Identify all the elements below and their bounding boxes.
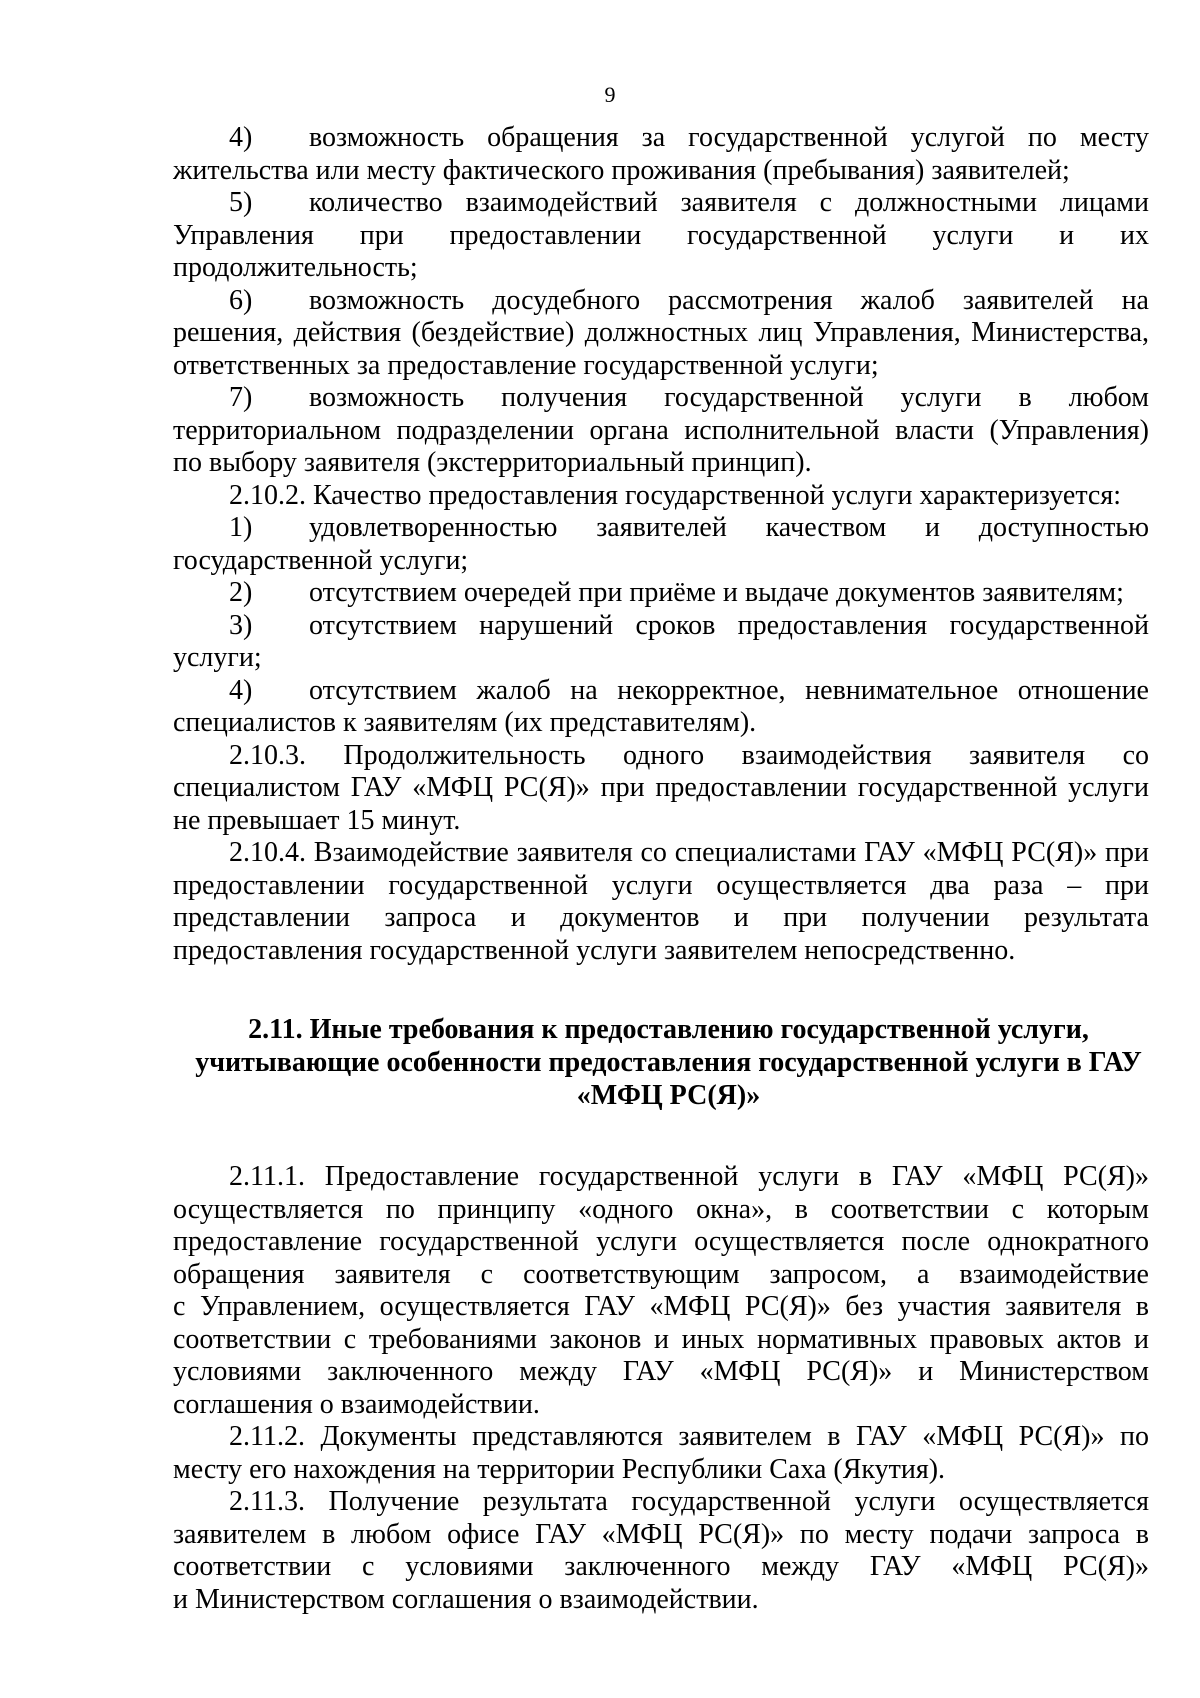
text-line: 7) возможность получения государственной услуги в любом [229, 382, 1149, 413]
list-item [173, 382, 1149, 480]
section-heading [173, 1014, 1149, 1113]
text-line: представлении запроса и документов и при получении результата [173, 902, 1149, 933]
list-item [173, 577, 1149, 610]
paragraph-2-11-3 [173, 1486, 1149, 1616]
page-number: 9 [604, 82, 616, 107]
text-line: заявителем в любом офисе ГАУ «МФЦ РС(Я)» по месту подачи запроса в [173, 1518, 1149, 1550]
text-line: условиями заключенного между ГАУ «МФЦ РС(Я)» и Министерством [173, 1356, 1149, 1387]
text-line: Управления при предоставлении государственной услуги и их [173, 219, 1149, 251]
text-line: соглашения о взаимодействии. [173, 1388, 540, 1420]
text-line: 1) удовлетворенностью заявителей качеством и доступностью [229, 512, 1149, 543]
list-item [173, 610, 1149, 675]
text-line: ответственных за предоставление государственной услуги; [173, 349, 879, 381]
text-line: 2.11.2. Документы представляются заявителем в ГАУ «МФЦ РС(Я)» по [229, 1421, 1149, 1452]
list-item [173, 187, 1149, 285]
text-line: 5) количество взаимодействий заявителя с должностными лицами [229, 187, 1149, 218]
list-item [173, 512, 1149, 577]
text-line: предоставления государственной услуги заявителем непосредственно. [173, 934, 1016, 966]
paragraph-2-10-2: 2.10.2. Качество предоставления государственной услуги характеризуется: [229, 479, 1122, 511]
text-line: 6) возможность досудебного рассмотрения жалоб заявителей на [229, 284, 1149, 316]
text-line: 2.10.3. Продолжительность одного взаимодействия заявителя со [229, 739, 1149, 771]
heading-line: 2.11. Иные требования к предоставлению государственной услуги, [248, 1014, 1089, 1045]
spacer [173, 1113, 1149, 1161]
heading-line: «МФЦ РС(Я)» [576, 1080, 761, 1111]
text-line: территориальном подразделении органа исполнительной власти (Управления) [173, 414, 1149, 446]
text-line: решения, действия (бездействие) должностных лиц Управления, Министерства, [173, 317, 1149, 348]
text-line: продолжительность; [173, 252, 418, 283]
heading-line: учитывающие особенности предоставления государственной услуги в ГАУ [195, 1047, 1142, 1078]
text-line: 3) отсутствием нарушений сроков предоставления государственной [229, 609, 1149, 641]
text-line: 4) возможность обращения за государственной услугой по месту [229, 122, 1149, 153]
text-line: и Министерством соглашения о взаимодействии. [173, 1583, 759, 1615]
text-line: соответствии с требованиями законов и иных нормативных правовых актов и [173, 1323, 1149, 1355]
text-line: предоставлении государственной услуги осуществляется два раза – при [173, 869, 1149, 901]
list-item [173, 675, 1149, 740]
text-line: соответствии с условиями заключенного между ГАУ «МФЦ РС(Я)» [173, 1551, 1149, 1582]
text-line: 2.10.4. Взаимодействие заявителя со специалистами ГАУ «МФЦ РС(Я)» при [229, 837, 1149, 868]
text-line: 2) отсутствием очередей при приёме и выдаче документов заявителям; [229, 577, 1124, 608]
text-line: обращения заявителя с соответствующим запросом, а взаимодействие [173, 1258, 1149, 1290]
text-line: 2.11.3. Получение результата государственной услуги осуществляется [229, 1486, 1149, 1517]
paragraph-2-11-1 [173, 1161, 1149, 1421]
paragraph-2-10-4 [173, 837, 1149, 967]
text-line: 4) отсутствием жалоб на некорректное, невнимательное отношение [229, 674, 1149, 706]
text-line: месту его нахождения на территории Республики Саха (Якутия). [173, 1453, 946, 1485]
text-line: осуществляется по принципу «одного окна», в соответствии с которым [173, 1193, 1149, 1225]
text-line: специалистов к заявителям (их представителям). [173, 707, 757, 738]
text-line: жительства или месту фактического проживания (пребывания) заявителей; [173, 154, 1070, 186]
paragraph-2-11-2 [173, 1421, 1149, 1486]
text-line: с Управлением, осуществляется ГАУ «МФЦ РС(Я)» без участия заявителя в [173, 1291, 1149, 1322]
document-body [173, 122, 1149, 1616]
text-line: специалистом ГАУ «МФЦ РС(Я)» при предоставлении государственной услуги [173, 772, 1149, 803]
text-line: не превышает 15 минут. [173, 804, 461, 836]
text-line: по выбору заявителя (экстерриториальный принцип). [173, 447, 812, 478]
list-item [173, 285, 1149, 383]
paragraph-2-10-3 [173, 740, 1149, 838]
text-line: предоставление государственной услуги осуществляется после однократного [173, 1226, 1149, 1257]
list-item [173, 122, 1149, 187]
spacer [173, 967, 1149, 1014]
text-line: государственной услуги; [173, 544, 469, 576]
text-line: услуги; [173, 642, 262, 673]
text-line: 2.11.1. Предоставление государственной услуги в ГАУ «МФЦ РС(Я)» [229, 1161, 1149, 1192]
